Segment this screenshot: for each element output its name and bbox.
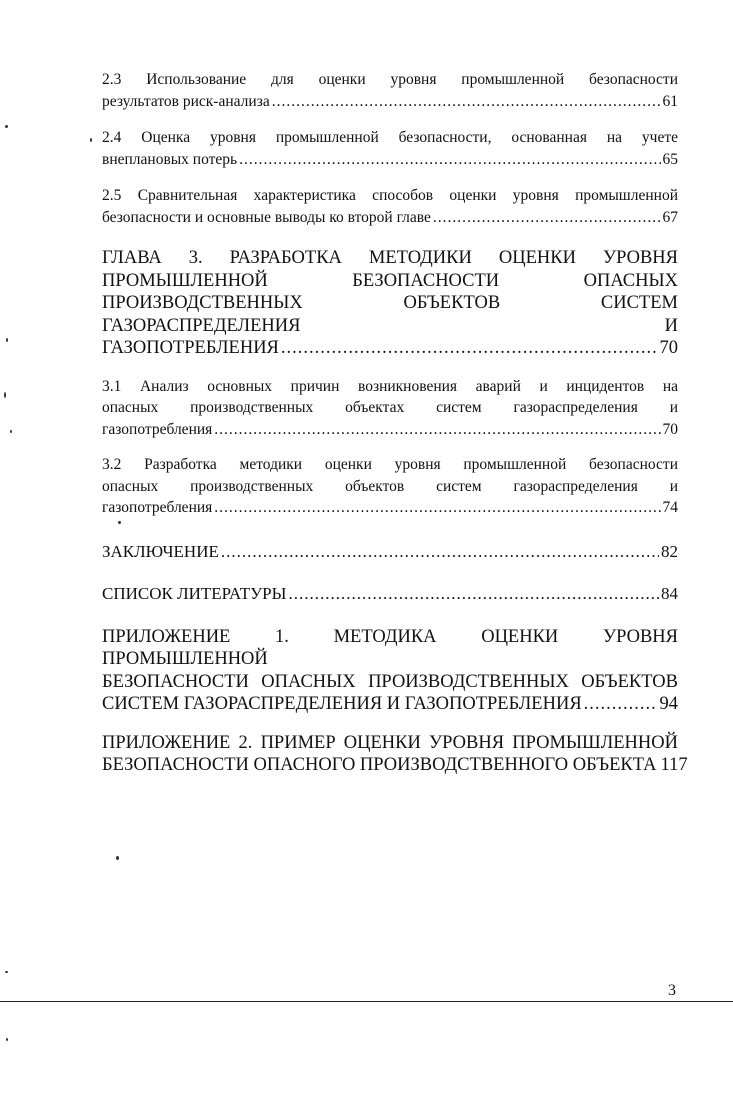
toc-entry-line: ГЛАВА 3. РАЗРАБОТКА МЕТОДИКИ ОЦЕНКИ УРОВНЯ <box>102 248 678 268</box>
toc-entry-text: ГАЗОПОТРЕБЛЕНИЯ <box>102 338 279 358</box>
toc-entry-line: 2.3 Использование для оценки уровня промышленной безопасности <box>102 71 678 88</box>
toc-entry-2-5[interactable] <box>102 185 678 228</box>
toc-entry-3-1[interactable] <box>102 376 678 441</box>
dot-leader <box>281 337 658 360</box>
toc-entry-text: газопотребления <box>102 499 213 516</box>
toc-page-number: 94 <box>659 694 678 714</box>
toc-page-number: 82 <box>661 541 678 561</box>
toc-page-number: 70 <box>659 338 678 358</box>
scan-speck <box>6 338 8 342</box>
toc-entry-line: ПРОИЗВОДСТВЕННЫХ ОБЪЕКТОВ СИСТЕМ ГАЗОРАСПРЕДЕЛЕНИЯ И <box>102 293 678 336</box>
toc-entry-text: результатов риск-анализа <box>102 92 270 110</box>
toc-entry-text: СИСТЕМ ГАЗОРАСПРЕДЕЛЕНИЯ И ГАЗОПОТРЕБЛЕНИЯ <box>102 694 582 714</box>
toc-page-number: 117 <box>660 755 688 775</box>
toc-entry-2-3[interactable] <box>102 69 678 112</box>
toc-entry-2-4[interactable] <box>102 127 678 170</box>
toc-entry-text: БЕЗОПАСНОСТИ ОПАСНОГО ПРОИЗВОДСТВЕННОГО ОБЪЕКТА <box>102 755 657 775</box>
toc-entry-text: безопасности и основные выводы ко второй главе <box>102 208 431 226</box>
dot-leader <box>433 207 661 229</box>
toc-entry-text: внеплановых потерь <box>102 150 238 168</box>
page-number: 3 <box>668 982 676 999</box>
scan-speck <box>5 971 8 973</box>
dot-leader <box>584 693 658 716</box>
toc-entry-line: ПРИЛОЖЕНИЕ 1. МЕТОДИКА ОЦЕНКИ УРОВНЯ ПРОМЫШЛЕННОЙ <box>102 626 678 669</box>
toc-entry-text: ЗАКЛЮЧЕНИЕ <box>102 541 219 561</box>
dot-leader <box>221 541 659 564</box>
toc-entry-line: опасных производственных объектов систем газораспределения и <box>102 477 678 495</box>
dot-leader <box>288 583 659 606</box>
dot-leader <box>272 91 661 113</box>
scan-speck <box>6 1038 8 1041</box>
scan-speck <box>90 138 92 142</box>
toc-page-number: 70 <box>662 420 678 438</box>
toc-entry-line: 2.4 Оценка уровня промышленной безопасности, основанная на учете <box>102 129 678 146</box>
toc-entry-line: ПРОМЫШЛЕННОЙ БЕЗОПАСНОСТИ ОПАСНЫХ <box>102 270 678 291</box>
toc-page-number: 67 <box>662 208 678 226</box>
toc-entry-chapter-3[interactable] <box>102 247 678 360</box>
dot-leader <box>239 149 660 171</box>
toc-page-number: 61 <box>662 92 678 110</box>
toc-page-number: 65 <box>662 150 678 168</box>
dot-leader <box>214 497 660 519</box>
scan-speck <box>5 125 8 128</box>
toc-entry-line: ПРИЛОЖЕНИЕ 2. ПРИМЕР ОЦЕНКИ УРОВНЯ ПРОМЫШЛЕННОЙ <box>102 732 678 753</box>
toc-page-number: 74 <box>662 499 678 516</box>
toc-page-number: 84 <box>661 584 678 603</box>
toc-entry-text: СПИСОК ЛИТЕРАТУРЫ <box>102 584 287 603</box>
dot-leader <box>214 419 660 441</box>
toc-entry-text: газопотребления <box>102 420 213 438</box>
toc-entry-line: 3.2 Разработка методики оценки уровня промышленной безопасности <box>102 456 678 473</box>
toc-entry-line: 2.5 Сравнительная характеристика способов оценки уровня промышленной <box>102 187 678 204</box>
toc-entry-line: 3.1 Анализ основных причин возникновения аварий и инцидентов на <box>102 377 678 395</box>
table-of-contents <box>102 69 688 777</box>
toc-entry-3-2[interactable] <box>102 454 678 519</box>
footer-divider <box>0 1001 733 1002</box>
toc-entry-conclusion[interactable] <box>102 541 678 564</box>
scan-speck <box>4 392 6 398</box>
toc-entry-bibliography[interactable] <box>102 583 678 606</box>
toc-entry-line: опасных производственных объектах систем газораспределения и <box>102 399 678 416</box>
scan-speck <box>118 521 121 524</box>
toc-entry-appendix-2[interactable] <box>102 732 688 777</box>
scan-speck <box>10 430 12 433</box>
scan-speck <box>116 856 119 860</box>
toc-entry-appendix-1[interactable] <box>102 626 678 716</box>
toc-entry-line: БЕЗОПАСНОСТИ ОПАСНЫХ ПРОИЗВОДСТВЕННЫХ ОБЪЕКТОВ <box>102 671 678 692</box>
